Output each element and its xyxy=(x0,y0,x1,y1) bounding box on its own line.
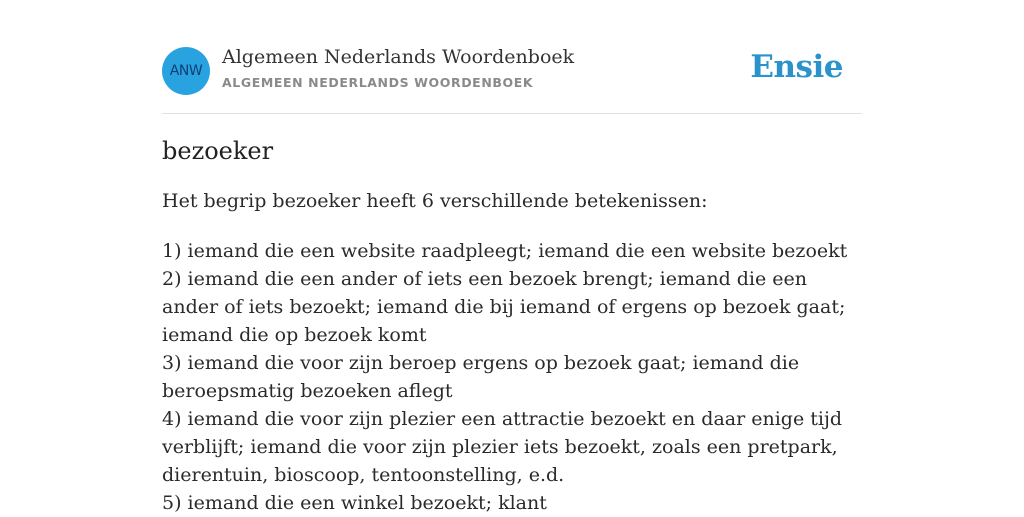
source-subtitle: ALGEMEEN NEDERLANDS WOORDENBOEK xyxy=(222,75,534,90)
definition-item: 1) iemand die een website raadpleegt; iemand die een website bezoekt xyxy=(162,240,848,262)
source-title[interactable]: Algemeen Nederlands Woordenboek xyxy=(222,46,575,68)
anw-logo[interactable] xyxy=(162,47,210,95)
page-container xyxy=(162,0,862,512)
header-divider xyxy=(162,113,862,114)
definition-item: 5) iemand die een winkel bezoekt; klant xyxy=(162,492,547,514)
definition-list xyxy=(162,237,862,517)
definition-item: 3) iemand die voor zijn beroep ergens op bezoek gaat; iemand die beroepsmatig bezoeken aflegt xyxy=(162,352,800,402)
ensie-brand-logo[interactable]: Ensie xyxy=(750,49,843,85)
definition-item: 2) iemand die een ander of iets een bezoek brengt; iemand die een ander of iets bezoekt; iemand die bij iemand of ergens op bezoek gaat; iemand die op bezoek komt xyxy=(162,268,846,346)
intro-text: Het begrip bezoeker heeft 6 verschillende betekenissen: xyxy=(162,190,708,212)
header xyxy=(162,46,862,96)
definition-item: 4) iemand die voor zijn plezier een attractie bezoekt en daar enige tijd verblijft; iemand die voor zijn plezier iets bezoekt, zoals een pretpark, dierentuin, bioscoop, tentoonstelling, e.d. xyxy=(162,408,843,486)
headword: bezoeker xyxy=(162,137,274,165)
logo-text: ANW xyxy=(169,63,203,79)
